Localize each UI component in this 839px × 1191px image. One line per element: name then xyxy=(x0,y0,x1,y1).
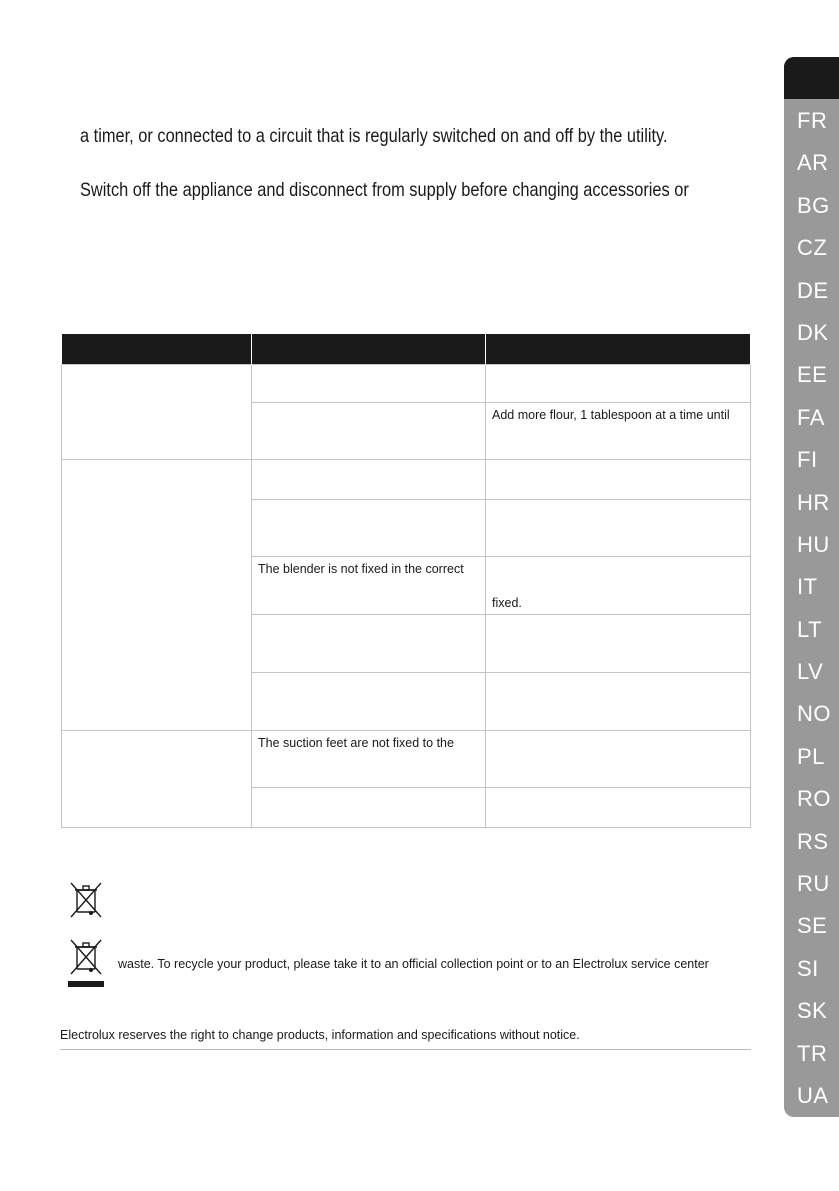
language-tab-no[interactable]: NO xyxy=(797,701,831,727)
solution-cell xyxy=(486,788,751,828)
cause-cell xyxy=(252,500,486,557)
table-header-row xyxy=(62,334,751,365)
language-tab-rs[interactable]: RS xyxy=(797,828,829,854)
header-problem xyxy=(62,334,252,365)
language-tab-lv[interactable]: LV xyxy=(797,659,824,685)
language-tab-fi[interactable]: FI xyxy=(797,447,818,473)
troubleshooting-table xyxy=(61,334,751,828)
solution-cell: Add more flour, 1 tablespoon at a time until xyxy=(486,403,751,460)
language-tab-it[interactable]: IT xyxy=(797,574,818,600)
language-tab-ua[interactable]: UA xyxy=(797,1082,829,1108)
language-tab-dk[interactable]: DK xyxy=(797,319,829,345)
cause-cell: The suction feet are not fixed to the xyxy=(252,731,486,788)
language-tab-ru[interactable]: RU xyxy=(797,871,830,897)
table-row xyxy=(62,460,751,500)
weee-bin-icon xyxy=(66,880,106,920)
language-tab-ro[interactable]: RO xyxy=(797,786,831,812)
table-row xyxy=(62,731,751,788)
solution-cell xyxy=(486,460,751,500)
language-tab-hr[interactable]: HR xyxy=(797,489,830,515)
language-tab-pl[interactable]: PL xyxy=(797,743,825,769)
language-tab-ar[interactable]: AR xyxy=(797,150,829,176)
language-tab-bg[interactable]: BG xyxy=(797,192,830,218)
solution-cell: fixed. xyxy=(486,557,751,615)
language-tab-sk[interactable]: SK xyxy=(797,998,828,1024)
table-row xyxy=(62,365,751,403)
header-solution xyxy=(486,334,751,365)
language-list xyxy=(797,104,831,1121)
language-tab-ee[interactable]: EE xyxy=(797,362,828,388)
cause-cell xyxy=(252,365,486,403)
problem-cell-3 xyxy=(62,731,252,828)
cause-cell: The blender is not fixed in the correct xyxy=(252,557,486,615)
recycle-instructions: waste. To recycle your product, please take it to an official collection point or to an Electrolux service center xyxy=(118,957,709,971)
cause-cell xyxy=(252,460,486,500)
footer-notice: Electrolux reserves the right to change products, information and specifications without notice. xyxy=(60,1028,580,1042)
header-cause xyxy=(252,334,486,365)
cause-cell xyxy=(252,673,486,731)
solution-cell xyxy=(486,500,751,557)
language-tab-lt[interactable]: LT xyxy=(797,616,823,642)
problem-cell-2 xyxy=(62,460,252,731)
problem-cell-1 xyxy=(62,365,252,460)
footer-divider xyxy=(60,1049,751,1050)
language-tab-de[interactable]: DE xyxy=(797,277,829,303)
language-tab-cz[interactable]: CZ xyxy=(797,235,828,261)
weee-bin-icon-with-bar xyxy=(66,937,106,989)
solution-cell xyxy=(486,673,751,731)
language-tab-hu[interactable]: HU xyxy=(797,531,830,557)
language-tab-tr[interactable]: TR xyxy=(797,1040,828,1066)
language-tab-fr[interactable]: FR xyxy=(797,108,828,133)
solution-cell xyxy=(486,615,751,673)
language-tab-strip xyxy=(784,57,839,1117)
language-tab-si[interactable]: SI xyxy=(797,955,819,981)
intro-line-1: a timer, or connected to a circuit that is regularly switched on and off by the utility. xyxy=(80,125,668,147)
cause-cell xyxy=(252,788,486,828)
cause-cell xyxy=(252,403,486,460)
solution-cell xyxy=(486,365,751,403)
solution-cell xyxy=(486,731,751,788)
language-tab-se[interactable]: SE xyxy=(797,913,828,939)
language-tab-active-marker xyxy=(784,57,839,99)
cause-cell xyxy=(252,615,486,673)
language-tab-fa[interactable]: FA xyxy=(797,404,825,430)
intro-line-2: Switch off the appliance and disconnect from supply before changing accessories or xyxy=(80,179,689,201)
